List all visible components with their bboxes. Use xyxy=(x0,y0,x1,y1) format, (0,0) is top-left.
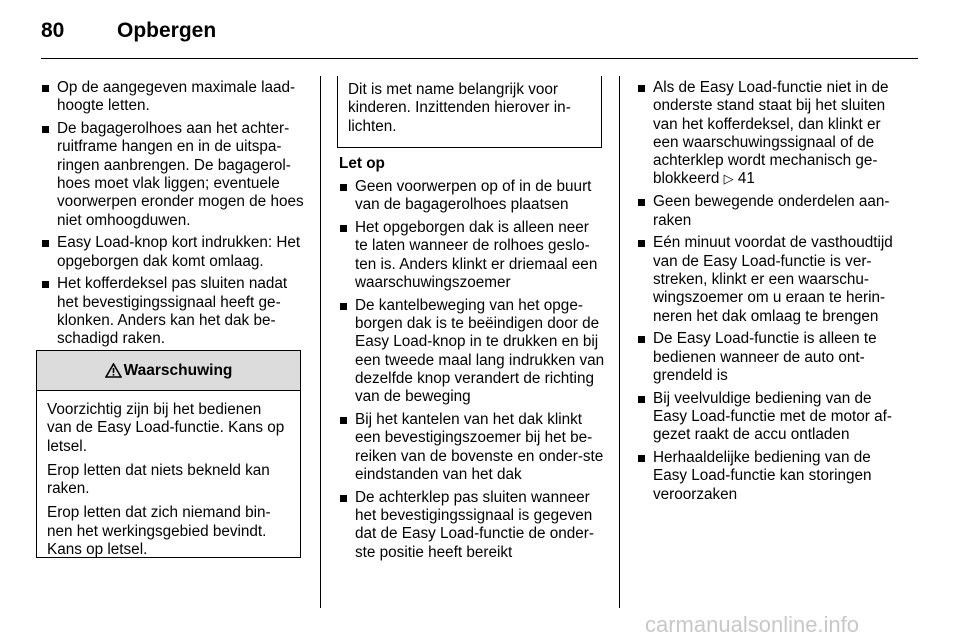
page-header xyxy=(0,0,960,60)
warning-title: Waarschuwing xyxy=(123,361,233,379)
warning-continued-text: Dit is met name belangrijk voor kinderen. Inzittenden hierover in-lichten. xyxy=(348,81,571,135)
warning-paragraph: Erop letten dat zich niemand bin-nen het werkingsgebied bevindt. Kans op letsel. xyxy=(47,504,271,559)
list-item xyxy=(637,79,903,189)
list-item: Geen bewegende onderdelen aan-raken xyxy=(637,193,903,230)
list-item-text: Als de Easy Load-functie niet in de onderste stand staat bij het sluiten van het kofferdeksel, dan klinkt er een waarschuwingssignaal of de achterklep wordt mechanisch ge-blokkeerd xyxy=(653,79,889,188)
bullet-list xyxy=(41,79,305,349)
bullet-list xyxy=(637,79,903,504)
column-1 xyxy=(41,79,305,353)
page-reference-icon: ▷ xyxy=(723,171,734,187)
column-2 xyxy=(339,178,605,566)
list-item: Eén minuut voordat de vasthoudtijd van de Easy Load-functie is ver-streken, klinkt er een waarschu-wingszoemer om u eraan te herin-neren het dak omlaag te brengen xyxy=(637,234,903,325)
note-heading: Let op xyxy=(339,155,385,172)
list-item: Het kofferdeksel pas sluiten nadat het bevestigingssignaal heeft ge-klonken. Anders kan het dak be-schadigd raken. xyxy=(41,275,305,348)
column-divider xyxy=(619,76,620,608)
list-item: De achterklep pas sluiten wanneer het bevestigingssignaal is gegeven dat de Easy Load-functie de onder-ste positie heeft bereikt xyxy=(339,489,605,562)
warning-paragraph: Erop letten dat niets bekneld kan raken. xyxy=(47,461,270,498)
list-item: Het opgeborgen dak is alleen neer te laten wanneer de rolhoes geslo-ten is. Anders klinkt er driemaal een waarschuwingszoemer xyxy=(339,219,605,292)
column-3 xyxy=(637,79,903,509)
list-item: Bij het kantelen van het dak klinkt een bevestigingszoemer bij het be-reiken van de bovenste en onder-ste eindstanden van het dak xyxy=(339,411,605,484)
warning-header xyxy=(37,351,300,391)
list-item: Bij veelvuldige bediening van de Easy Load-functie met de motor af-gezet raakt de accu ontladen xyxy=(637,390,903,445)
list-item: Geen voorwerpen op of in de buurt van de bagagerolhoes plaatsen xyxy=(339,178,605,215)
warning-box xyxy=(36,350,301,558)
warning-paragraph: Voorzichtig zijn bij het bedienen van de Easy Load-functie. Kans op letsel. xyxy=(47,401,285,455)
page-reference[interactable]: 41 xyxy=(737,170,755,188)
warning-box-continued xyxy=(337,76,602,148)
page-title: Opbergen xyxy=(117,19,217,42)
list-item: De Easy Load-functie is alleen te bedienen wanneer de auto ont-grendeld is xyxy=(637,330,903,385)
bullet-list xyxy=(339,178,605,562)
warning-body xyxy=(37,391,300,559)
list-item: De bagagerolhoes aan het achter-ruitframe hangen en in de uitspa-ringen aanbrengen. De bagagerol-hoes moet vlak liggen; eventuele voorwerpen eronder mogen de hoes niet omhoogduwen. xyxy=(41,120,305,230)
watermark: carmanualsonline.info xyxy=(645,612,860,637)
list-item: Easy Load-knop kort indrukken: Het opgeborgen dak komt omlaag. xyxy=(41,234,305,271)
list-item: Herhaaldelijke bediening van de Easy Load-functie kan storingen veroorzaken xyxy=(637,449,903,504)
warning-triangle-icon xyxy=(105,363,122,378)
list-item: Op de aangegeven maximale laad-hoogte letten. xyxy=(41,79,305,116)
column-divider xyxy=(320,76,321,608)
page-number: 80 xyxy=(41,19,65,42)
list-item: De kantelbeweging van het opge-borgen dak is te beëindigen door de Easy Load-knop in te drukken en bij een tweede maal lang indrukken van dezelfde knop verandert de richting van de beweging xyxy=(339,297,605,407)
header-rule xyxy=(41,58,918,59)
